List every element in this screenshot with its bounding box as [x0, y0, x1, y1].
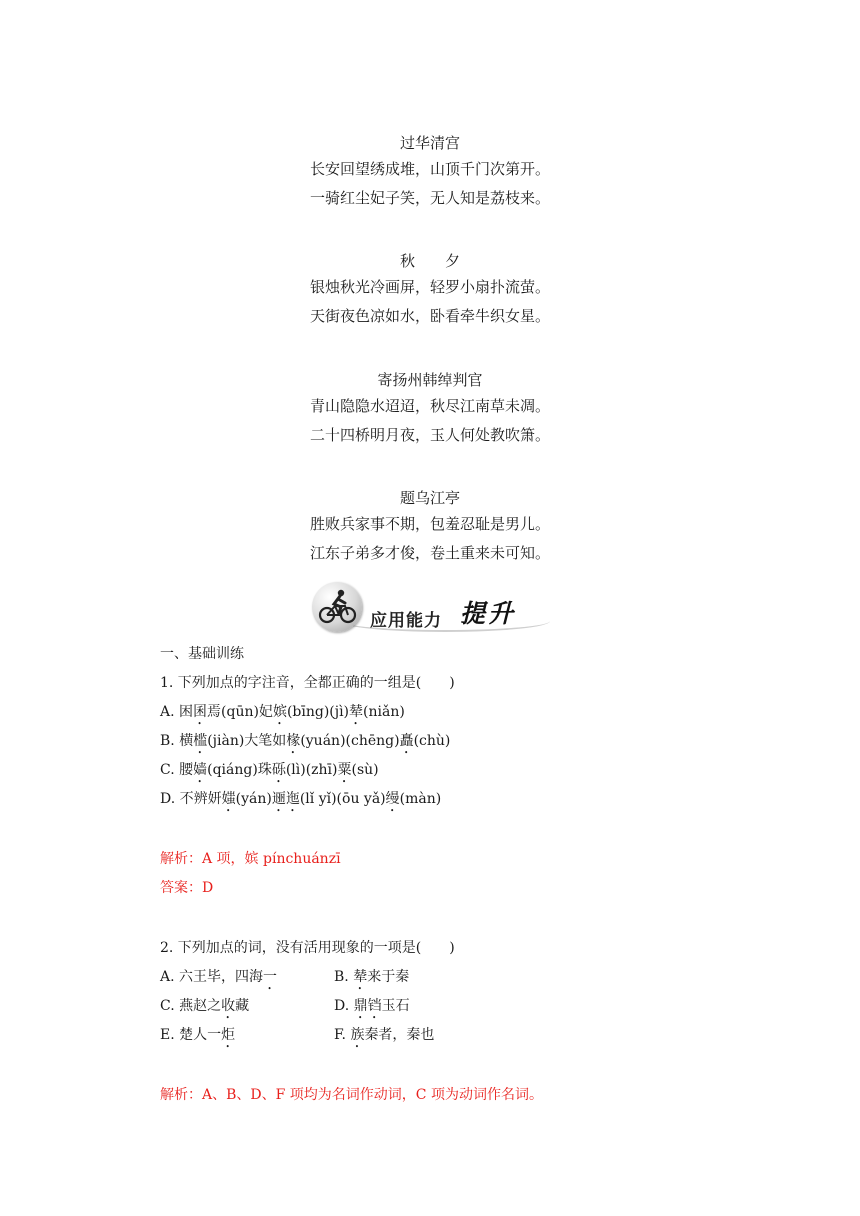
section-banner — [312, 580, 552, 636]
poem-qiu-xi — [0, 251, 860, 331]
analysis-text: A 项，嫔 pínchuánzī — [202, 851, 341, 867]
option-text: 秦者，秦也 — [364, 1027, 435, 1043]
analysis-label: 解析： — [160, 1087, 202, 1103]
dotted-char: 槛 — [193, 733, 208, 749]
option-text: B. — [334, 969, 354, 985]
question-1-option-c — [160, 756, 800, 785]
option-text: A. 困 — [160, 704, 194, 720]
option-text: E. 楚人一 — [160, 1027, 222, 1043]
poem-ti-wujiang-ting — [0, 488, 860, 568]
option-text: 来于秦 — [367, 969, 410, 985]
question-stem-close: ) — [449, 675, 455, 691]
option-text: (bīng)(jì) — [286, 704, 350, 720]
dotted-char: 矗 — [399, 733, 414, 749]
option-text: 玉石 — [381, 998, 410, 1014]
option-text: (sù) — [351, 762, 379, 778]
option-text: (jiàn)大笔如 — [207, 733, 287, 749]
section-heading: 一、基础训练 — [160, 646, 244, 662]
question-2 — [160, 934, 800, 1050]
question-2-options-row — [160, 1021, 800, 1050]
poem-ji-yangzhou — [0, 370, 860, 450]
dotted-char: 媸 — [221, 791, 236, 807]
question-1-stem — [160, 669, 800, 698]
analysis-row — [160, 845, 800, 874]
poem-title: 寄扬州韩绰判官 — [377, 371, 483, 389]
option-text: (màn) — [399, 791, 442, 807]
poem-line: 胜败兵家事不期，包羞忍耻是男儿。 — [309, 515, 550, 533]
question-2-option-e — [160, 1021, 334, 1051]
question-1-option-d — [160, 785, 800, 814]
answer-row — [160, 874, 800, 903]
dotted-char: 嫱 — [193, 762, 208, 778]
dotted-char: 逦迤 — [271, 791, 300, 807]
option-text: B. 横 — [160, 733, 194, 749]
option-text: D. — [334, 998, 354, 1014]
question-2-stem — [160, 934, 800, 963]
poem-title: 秋 夕 — [399, 252, 460, 270]
analysis-text: A、B、D、F 项均为名词作动词，C 项为动词作名词。 — [202, 1087, 543, 1103]
dotted-char: 辇 — [349, 704, 364, 720]
option-text: C. 腰 — [160, 762, 194, 778]
question-1-analysis — [160, 845, 800, 903]
option-text: (niǎn) — [363, 704, 405, 720]
dotted-char: 囷 — [193, 704, 208, 720]
question-stem-text: 1. 下列加点的字注音，全都正确的一组是( — [160, 675, 422, 691]
analysis-label: 解析： — [160, 851, 202, 867]
question-stem-text: 2. 下列加点的词，没有活用现象的一项是( — [160, 940, 422, 956]
dotted-char: 鼎铛 — [353, 998, 382, 1014]
cyclist-icon — [312, 582, 362, 632]
question-2-option-f — [334, 1021, 434, 1051]
dotted-char: 嫔 — [272, 704, 287, 720]
option-text: (yuán)(chēng) — [300, 733, 400, 749]
question-stem-close: ) — [449, 940, 455, 956]
question-2-option-d — [334, 992, 410, 1022]
question-2-option-b — [334, 963, 409, 993]
banner-text-large: 提升 — [460, 599, 517, 628]
poem-title: 过华清宫 — [399, 134, 460, 152]
option-text: (yán) — [235, 791, 272, 807]
question-1-option-a — [160, 698, 800, 727]
dotted-char: 辇 — [353, 969, 368, 985]
option-text: A. 六王毕，四海 — [160, 969, 264, 985]
option-text: D. 不辨妍 — [160, 791, 222, 807]
option-text: (chù) — [413, 733, 451, 749]
exercise-section — [160, 640, 800, 814]
dotted-char: 椽 — [286, 733, 301, 749]
question-2-option-c — [160, 992, 334, 1022]
question-2-option-a — [160, 963, 334, 993]
option-text: 藏 — [235, 998, 250, 1014]
option-text: C. 燕赵之 — [160, 998, 222, 1014]
answer-value: D — [202, 880, 214, 896]
poem-guo-hua-qing-gong — [0, 133, 860, 213]
poem-title: 题乌江亭 — [399, 489, 460, 507]
question-2-options-row — [160, 963, 800, 992]
option-text: F. — [334, 1027, 351, 1043]
poem-line: 银烛秋光冷画屏，轻罗小扇扑流萤。 — [309, 278, 550, 296]
question-2-options-row — [160, 992, 800, 1021]
option-text: (qiáng)珠 — [207, 762, 272, 778]
poem-line: 二十四桥明月夜，玉人何处教吹箫。 — [309, 426, 550, 444]
dotted-char: 粟 — [337, 762, 352, 778]
analysis-row — [160, 1081, 800, 1110]
option-text: 焉(qūn)妃 — [207, 704, 273, 720]
option-text: (lǐ yǐ)(ōu yǎ) — [299, 791, 386, 807]
question-1-option-b — [160, 727, 800, 756]
answer-label: 答案： — [160, 880, 202, 896]
dotted-char: 缦 — [385, 791, 400, 807]
dotted-char: 炬 — [221, 1027, 236, 1043]
dotted-char: 收 — [221, 998, 236, 1014]
poem-line: 青山隐隐水迢迢，秋尽江南草未凋。 — [309, 397, 550, 415]
option-text: (lì)(zhī) — [285, 762, 338, 778]
poem-line: 天街夜色凉如水，卧看牵牛织女星。 — [309, 307, 550, 325]
poem-line: 江东子弟多才俊，卷土重来未可知。 — [309, 544, 550, 562]
dotted-char: 一 — [263, 969, 278, 985]
poem-line: 一骑红尘妃子笑，无人知是荔枝来。 — [309, 189, 550, 207]
dotted-char: 族 — [350, 1027, 365, 1043]
banner-text-small: 应用能力 — [370, 611, 442, 631]
dotted-char: 砾 — [271, 762, 286, 778]
question-2-analysis — [160, 1081, 800, 1110]
poem-line: 长安回望绣成堆，山顶千门次第开。 — [309, 160, 550, 178]
